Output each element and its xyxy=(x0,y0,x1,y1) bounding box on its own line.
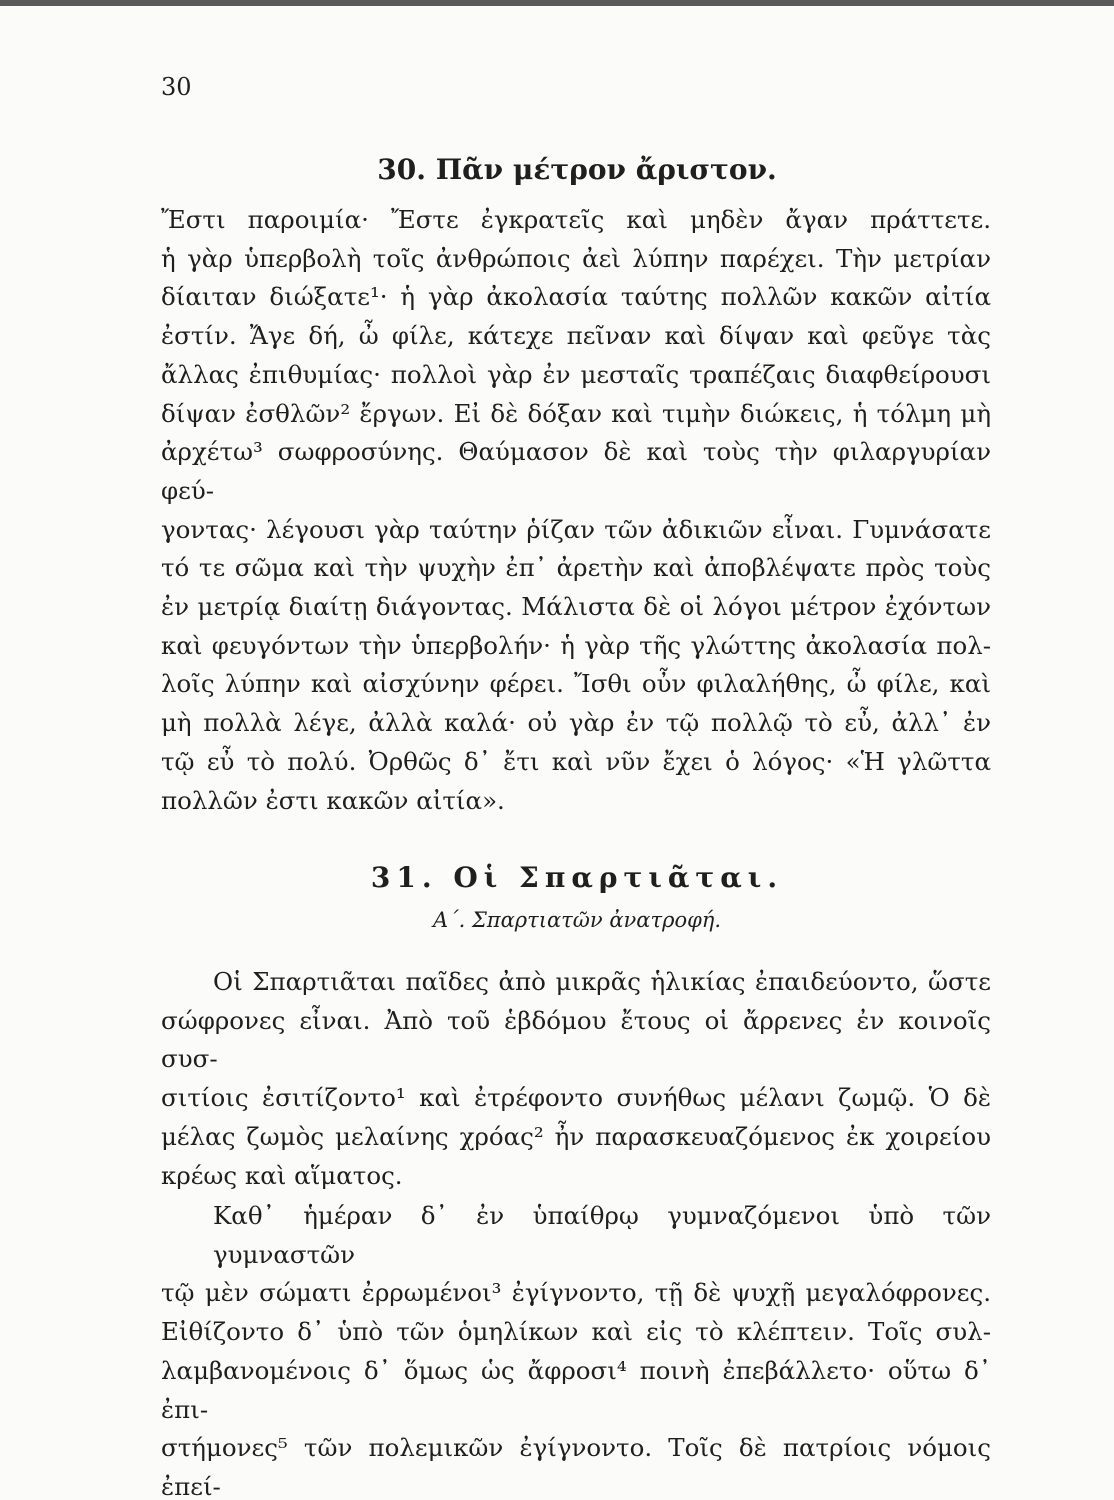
section-31-subtitle: Α΄. Σπαρτιατῶν ἀνατροφή. xyxy=(432,908,722,932)
text-line: λοῖς λύπην καὶ αἰσχύνην φέρει. Ἴσθι οὖν φιλαλήθης, ὦ φίλε, καὶ xyxy=(161,669,991,699)
page-number: 30 xyxy=(161,73,192,101)
text-line: Οἱ Σπαρτιᾶται παῖδες ἀπὸ μικρᾶς ἡλικίας ἐπαιδεύοντο, ὥστε xyxy=(213,967,991,996)
text-line: ἐστίν. Ἄγε δή, ὦ φίλε, κάτεχε πεῖναν καὶ δίψαν καὶ φεῦγε τὰς xyxy=(161,321,991,351)
text-line: σώφρονες εἶναι. Ἀπὸ τοῦ ἑβδόμου ἔτους οἱ ἄρρενες ἐν κοινοῖς συσ- xyxy=(161,1005,991,1074)
text-line: στήμονες⁵ τῶν πολεμικῶν ἐγίγνοντο. Τοῖς δὲ πατρίοις νόμοις ἐπεί- xyxy=(161,1433,991,1500)
section-30-paragraph xyxy=(161,201,991,820)
text-line: λαμβανομένοις δ᾽ ὅμως ὡς ἄφροσι⁴ ποινὴ ἐπεβάλλετο· οὕτω δ᾽ ἐπι- xyxy=(161,1355,991,1424)
text-line: τῷ μὲν σώματι ἐρρωμένοι³ ἐγίγνοντο, τῇ δὲ ψυχῇ μεγαλόφρονες. xyxy=(161,1278,991,1308)
text-line: πολλῶν ἐστι κακῶν αἰτία». xyxy=(161,785,505,815)
text-line: Ἔστι παροιμία· Ἔστε ἐγκρατεῖς καὶ μηδὲν ἄγαν πράττετε. xyxy=(161,205,991,234)
page-top-edge xyxy=(0,0,1114,6)
text-line: δίψαν ἐσθλῶν² ἔργων. Εἰ δὲ δόξαν καὶ τιμὴν διώκεις, ἡ τόλμη μὴ xyxy=(161,398,991,428)
text-line: δίαιταν διώξατε¹· ἡ γὰρ ἀκολασία ταύτης πολλῶν κακῶν αἰτία xyxy=(161,282,991,312)
text-line: Εἰθίζοντο δ᾽ ὑπὸ τῶν ὁμηλίκων καὶ εἰς τὸ κλέπτειν. Τοῖς συλ- xyxy=(161,1317,991,1347)
text-line: μὴ πολλὰ λέγε, ἀλλὰ καλά· οὐ γὰρ ἐν τῷ πολλῷ τὸ εὖ, ἀλλ᾽ ἐν xyxy=(161,708,991,738)
text-line: τῷ εὖ τὸ πολύ. Ὀρθῶς δ᾽ ἔτι καὶ νῦν ἔχει ὁ λόγος· «Ἡ γλῶττα xyxy=(161,746,991,776)
section-31-title: 31. Οἱ Σπαρτιᾶται. xyxy=(370,861,784,895)
section-31-paragraph-1 xyxy=(161,963,991,1195)
text-line: γοντας· λέγουσι γὰρ ταύτην ῥίζαν τῶν ἀδικιῶν εἶναι. Γυμνάσατε xyxy=(161,514,991,544)
text-line: Καθ᾽ ἡμέραν δ᾽ ἐν ὑπαίθρῳ γυμναζόμενοι ὑπὸ τῶν γυμναστῶν xyxy=(213,1201,991,1269)
section-31-paragraph-2 xyxy=(161,1197,991,1500)
section-30-title: 30. Πᾶν μέτρον ἄριστον. xyxy=(377,152,777,186)
text-line: τό τε σῶμα καὶ τὴν ψυχὴν ἐπ᾽ ἀρετὴν καὶ ἀποβλέψατε πρὸς τοὺς xyxy=(161,553,991,583)
text-line: ἀρχέτω³ σωφροσύνης. Θαύμασον δὲ καὶ τοὺς τὴν φιλαργυρίαν φεύ- xyxy=(161,437,991,505)
text-line: κρέως καὶ αἵματος. xyxy=(161,1160,403,1190)
text-line: ἡ γὰρ ὑπερβολὴ τοῖς ἀνθρώποις ἀεὶ λύπην παρέχει. Τὴν μετρίαν xyxy=(161,243,991,273)
text-line: μέλας ζωμὸς μελαίνης χρόας² ἦν παρασκευαζόμενος ἐκ χοιρείου xyxy=(161,1121,991,1151)
text-line: ἄλλας ἐπιθυμίας· πολλοὶ γὰρ ἐν μεσταῖς τραπέζαις διαφθείρουσι xyxy=(161,359,991,389)
text-line: σιτίοις ἐσιτίζοντο¹ καὶ ἐτρέφοντο συνήθως μέλανι ζωμῷ. Ὁ δὲ xyxy=(161,1083,991,1113)
text-line: καὶ φευγόντων τὴν ὑπερβολήν· ἡ γὰρ τῆς γλώττης ἀκολασία πολ- xyxy=(161,630,991,660)
text-line: ἐν μετρίᾳ διαίτῃ διάγοντας. Μάλιστα δὲ οἱ λόγοι μέτρον ἐχόντων xyxy=(161,592,991,622)
